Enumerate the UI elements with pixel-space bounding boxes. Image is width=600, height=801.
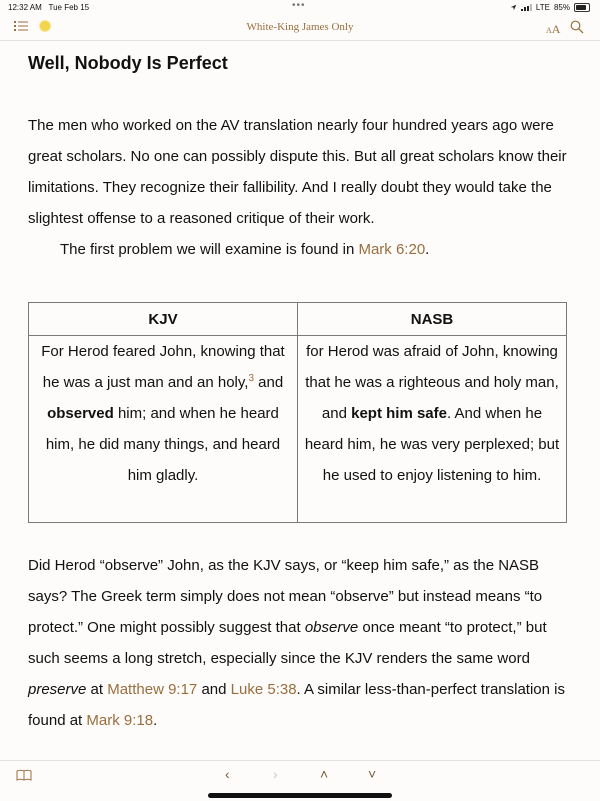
kjv-cell: For Herod feared John, knowing that he was a just man and an holy,$^3$ and observed him; and when he heard him, he did many things, and heard him gladly. — [29, 336, 298, 523]
battery-percent: 85% — [553, 3, 570, 12]
footnote-link[interactable]: 3 — [248, 373, 255, 384]
home-indicator[interactable] — [208, 793, 392, 798]
nasb-highlight: kept him safe — [351, 405, 447, 422]
reading-content — [28, 40, 573, 265]
kjv-highlight: observed — [47, 405, 114, 422]
reading-content-after-table — [28, 550, 573, 736]
column-header-kjv: KJV — [29, 303, 298, 336]
scripture-link-mark-6-20[interactable]: Mark 6:20 — [358, 241, 426, 258]
library-book-icon[interactable] — [16, 769, 32, 781]
search-icon[interactable] — [570, 20, 584, 34]
status-date: Tue Feb 15 — [48, 3, 90, 12]
status-time: 12:32 AM Tue Feb 15 — [8, 3, 90, 12]
reader-nav-bar — [0, 14, 600, 41]
battery-icon — [574, 3, 590, 12]
network-label: LTE — [535, 3, 550, 12]
paragraph-intro: The men who worked on the AV translation nearly four hundred years ago were great scholars. No one can possibly dispute this. But all great scholars know their limitations. They recognize their fallibility. And I really doubt they would take the slightest offense to a reasoned critique of their work. — [28, 117, 567, 227]
previous-page-button[interactable]: ‹ — [225, 766, 230, 782]
table-row — [29, 336, 567, 523]
status-bar — [0, 0, 600, 14]
font-size-icon[interactable]: AA — [546, 22, 561, 36]
term-observe: observe — [304, 619, 359, 636]
chapter-title: Well, Nobody Is Perfect — [28, 53, 228, 73]
multitasking-dots-icon[interactable]: ••• — [292, 0, 306, 11]
paragraph-first-problem: The first problem we will examine is found in Mark 6:20. — [60, 241, 430, 258]
signal-icon — [521, 4, 532, 11]
paragraph-analysis: Did Herod “observe” John, as the KJV says, or “keep him safe,” as the NASB says? The Greek term simply does not mean “observe” but instead means “to protect.” One might possibly suggest that observe once meant “to protect,” but such seems a long stretch, especially since the KJV renders the same word preserve at Matthew 9:17 and Luke 5:38. A similar less-than-perfect translation is found at Mark 9:18. — [28, 557, 565, 729]
scripture-link-mark-9-18[interactable]: Mark 9:18 — [86, 712, 154, 729]
column-header-nasb: NASB — [298, 303, 567, 336]
scripture-link-luke-5-38[interactable]: Luke 5:38 — [230, 681, 297, 698]
nasb-cell: for Herod was afraid of John, knowing that he was a righteous and holy man, and kept him safe. And when he heard him, he was very perplexed; but he used to enjoy listening to him. — [298, 336, 567, 523]
location-arrow-icon — [510, 4, 517, 11]
book-title: White-King James Only — [246, 21, 354, 33]
translation-comparison-table — [28, 302, 567, 523]
reader-bottom-bar — [0, 760, 600, 801]
scripture-link-matthew-9-17[interactable]: Matthew 9:17 — [107, 681, 198, 698]
table-header-row — [29, 303, 567, 336]
scroll-down-button[interactable]: ˅ — [368, 766, 377, 782]
next-page-button[interactable]: › — [273, 766, 278, 782]
term-preserve: preserve — [28, 681, 87, 698]
scroll-up-button[interactable]: ˄ — [320, 766, 329, 782]
battery-fill — [576, 5, 586, 10]
status-right — [510, 3, 590, 12]
